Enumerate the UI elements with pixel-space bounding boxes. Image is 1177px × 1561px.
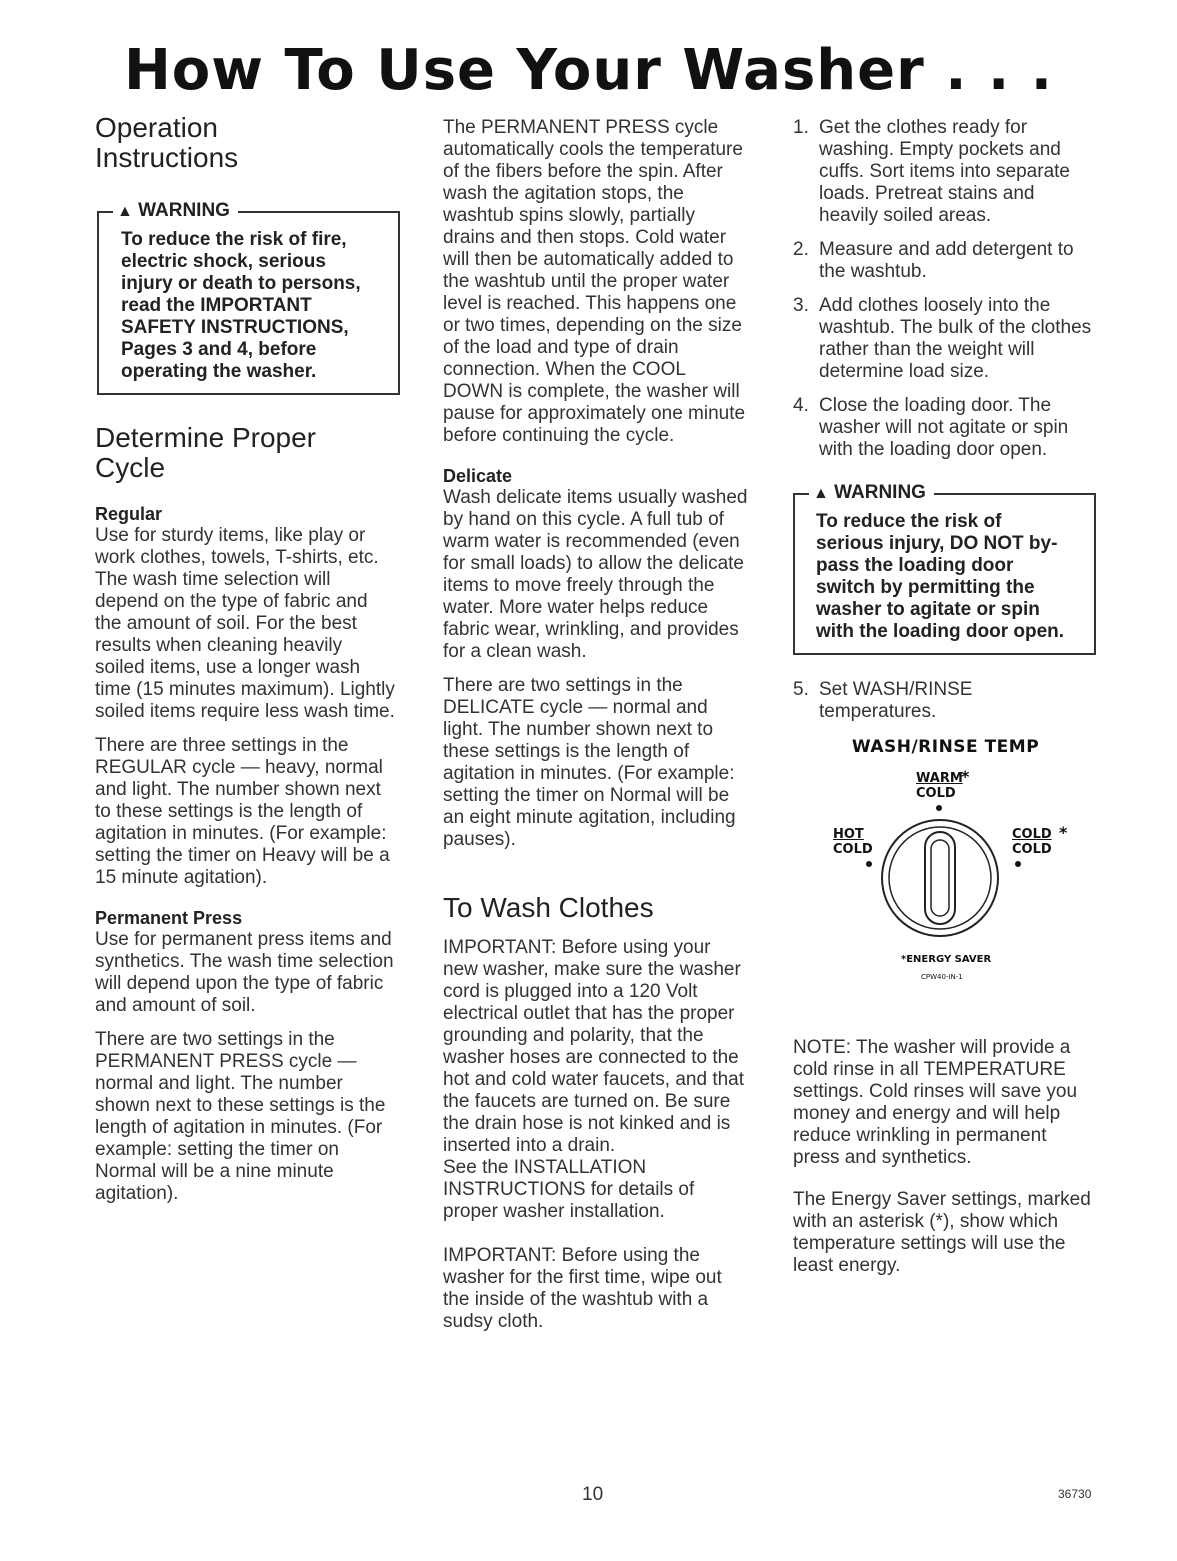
list-item: 3. Add clothes loosely into the washtub. The bulk of the clothes rather than the weight will determine load size.: [793, 295, 1092, 382]
heading-delicate: Delicate: [443, 466, 513, 486]
temperature-dial-diagram: [793, 767, 1098, 1027]
dial-label-left: HOT COLD: [833, 827, 873, 857]
heading-to-wash-clothes: To Wash Clothes: [443, 892, 654, 923]
cool-down-paragraph: The PERMANENT PRESS cycle automatically cools the temperature of the fibers before the spin. After wash the agitation stops, the washtub spins slowly, partially drains and then stops. Cold water will then be automatically added to the washtub until the proper water level is reached. This happens one or two times, depending on the size of the load and type of drain connection. When the COOL DOWN is complete, the washer will pause for approximately one minute before continuing the cycle.: [443, 117, 746, 446]
warning-text: To reduce the risk of serious injury, DO NOT by-pass the loading door switch by permitting the washer to agitate or spin with the loading door open.: [816, 511, 1065, 642]
regular-paragraph-2: There are three settings in the REGULAR cycle — heavy, normal and light. The number shown next to these settings is the length of agitation in minutes. (For example: setting the timer on Heavy will be a 15 minute agitation).: [95, 735, 390, 888]
warning-label: ▲ WARNING: [809, 482, 934, 504]
list-item: 5. Set WASH/RINSE temperatures.: [793, 679, 973, 722]
column-middle: [443, 117, 748, 1345]
steps-list: [793, 117, 1098, 461]
warning-triangle-icon: ▲: [117, 203, 133, 220]
document-code: 36730: [1058, 1487, 1092, 1501]
column-left: [95, 113, 395, 1217]
list-item: 1. Get the clothes ready for washing. Empty pockets and cuffs. Sort items into separate loads. Pretreat stains and heavily soiled areas.: [793, 117, 1070, 226]
dial-title: WASH/RINSE TEMP: [851, 737, 1040, 757]
warning-text: To reduce the risk of fire, electric shock, serious injury or death to persons, read the IMPORTANT SAFETY INSTRUCTIONS, Pages 3 and 4, before operating the washer.: [121, 229, 361, 382]
note-paragraph: NOTE: The washer will provide a cold rinse in all TEMPERATURE settings. Cold rinses will save you money and energy and will help reduce wrinkling in permanent press and synthetics.: [793, 1037, 1078, 1168]
warning-box-door: [793, 482, 1096, 655]
heading-permanent-press: Permanent Press: [95, 908, 243, 928]
list-item: 4. Close the loading door. The washer will not agitate or spin with the loading door open.: [793, 395, 1069, 460]
warning-box-fire: [97, 200, 400, 395]
permpress-paragraph-2: There are two settings in the PERMANENT PRESS cycle — normal and light. The number shown next to these settings is the length of agitation in minutes. (For example: setting the timer on Normal will be a nine minute agitation).: [95, 1029, 386, 1204]
dial-label-right: COLD COLD: [1012, 827, 1052, 857]
page-title: How To Use Your Washer . . .: [123, 38, 1054, 103]
regular-paragraph-1: Use for sturdy items, like play or work clothes, towels, T-shirts, etc. The wash time selection will depend on the type of fabric and the amount of soil. For the best results when cleaning heavily soiled items, use a longer wash time (15 minutes maximum). Lightly soiled items require less wash time.: [95, 525, 395, 722]
see-installation-paragraph: See the INSTALLATION INSTRUCTIONS for details of proper washer installation.: [443, 1157, 695, 1222]
diagram-code: CPW40-IN-1: [921, 973, 963, 981]
energy-saver-note: *ENERGY SAVER: [901, 954, 992, 965]
heading-regular: Regular: [95, 504, 163, 524]
important-paragraph-1: IMPORTANT: Before using your new washer, make sure the washer cord is plugged into a 120 Volt electrical outlet that has the proper grounding and polarity, that the washer hoses are connected to the hot and cold water faucets, and that the faucets are turned on. Be sure the drain hose is not kinked and is inserted into a drain.: [443, 937, 745, 1156]
dial-label-top: WARM COLD: [916, 771, 963, 801]
warning-label: ▲ WARNING: [113, 200, 238, 222]
delicate-paragraph-2: There are two settings in the DELICATE cycle — normal and light. The number shown next to these settings is the length of agitation in minutes. (For example: setting the timer on Normal will be an eight minute agitation, including pauses).: [443, 675, 736, 850]
column-right: [793, 117, 1098, 1289]
heading-determine-cycle: Determine Proper Cycle: [95, 422, 316, 483]
delicate-paragraph-1: Wash delicate items usually washed by hand on this cycle. A full tub of warm water is recommended (even for small loads) to allow the delicate items to move freely through the water. More water helps reduce fabric wear, wrinkling, and provides for a clean wash.: [443, 487, 748, 662]
dial-knob-icon: [793, 767, 1098, 967]
energy-star: *: [1059, 823, 1068, 842]
page-number: 10: [582, 1484, 604, 1505]
warning-triangle-icon: ▲: [813, 485, 829, 502]
energy-saver-paragraph: The Energy Saver settings, marked with an asterisk (*), show which temperature settings will use the least energy.: [793, 1189, 1091, 1276]
step-5: [793, 679, 1098, 723]
permpress-paragraph-1: Use for permanent press items and synthetics. The wash time selection will depend upon the type of fabric and amount of soil.: [95, 929, 394, 1016]
important-paragraph-2: IMPORTANT: Before using the washer for the first time, wipe out the inside of the washtub with a sudsy cloth.: [443, 1245, 722, 1332]
energy-star: *: [961, 767, 970, 786]
list-item: 2. Measure and add detergent to the washtub.: [793, 239, 1074, 282]
heading-operation-instructions: Operation Instructions: [95, 112, 239, 173]
